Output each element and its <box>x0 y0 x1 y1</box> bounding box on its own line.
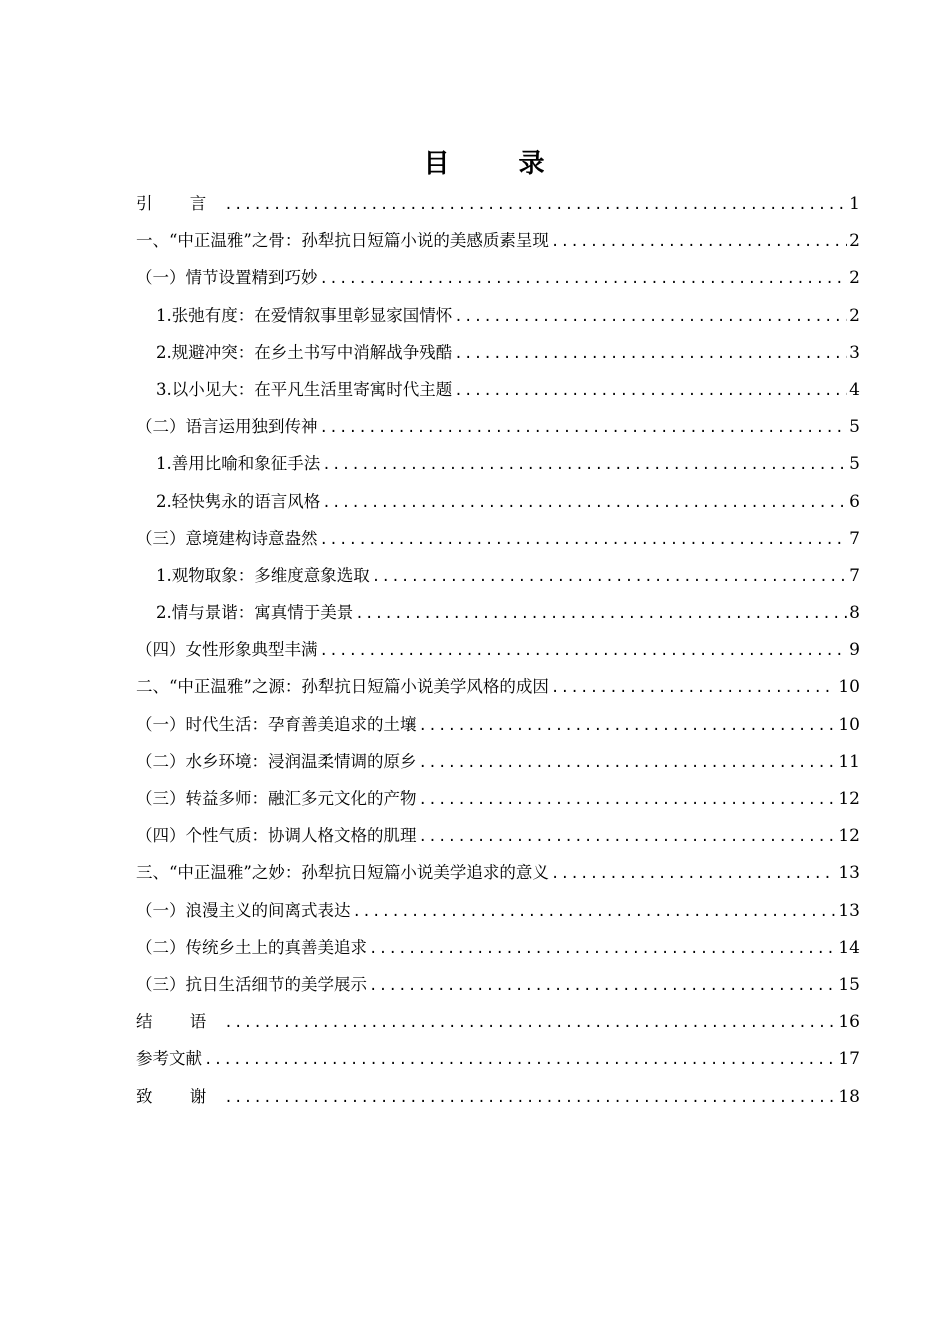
toc-page-number: 4 <box>849 379 860 400</box>
toc-entry-title: 结 语 <box>136 1012 223 1032</box>
toc-page-number: 6 <box>849 491 860 512</box>
toc-entry[interactable] <box>136 445 860 482</box>
toc-entry[interactable] <box>136 892 860 929</box>
toc-page-number: 3 <box>849 342 860 363</box>
toc-dot-leader <box>419 819 837 856</box>
toc-entry[interactable] <box>136 817 860 854</box>
toc-page-number: 5 <box>849 454 860 475</box>
toc-entry-title: 二、“中正温雅”之源：孙犁抗日短篇小说美学风格的成因 <box>136 677 549 697</box>
toc-entry-title: （二）语言运用独到传神 <box>136 417 318 437</box>
toc-entry[interactable] <box>136 631 860 668</box>
toc-entry[interactable] <box>136 929 860 966</box>
toc-entry[interactable] <box>136 1040 860 1077</box>
toc-entry[interactable] <box>136 297 860 334</box>
toc-dot-leader <box>551 856 836 893</box>
toc-entry[interactable] <box>136 854 860 891</box>
toc-page-number: 16 <box>838 1012 860 1033</box>
toc-dot-leader <box>419 745 837 782</box>
toc-dot-leader <box>551 224 847 261</box>
toc-dot-leader <box>419 708 837 745</box>
toc-entry-title: 一、“中正温雅”之骨：孙犁抗日短篇小说的美感质素呈现 <box>136 231 549 251</box>
toc-entry-title: （三）转益多师：融汇多元文化的产物 <box>136 789 417 808</box>
toc-page-number: 7 <box>849 565 860 586</box>
toc-dot-leader <box>369 931 836 968</box>
toc-entry-title: 参考文献 <box>136 1049 202 1069</box>
toc-entry[interactable] <box>136 706 860 743</box>
toc-page-number: 10 <box>838 677 860 698</box>
toc-entry[interactable] <box>136 594 860 631</box>
toc-dot-leader <box>322 447 847 484</box>
toc-dot-leader <box>369 968 836 1005</box>
toc-page-number: 2 <box>849 231 860 252</box>
toc-entry-title: 2.情与景谐：寓真情于美景 <box>156 603 354 623</box>
toc-entry-title: （二）水乡环境：浸润温柔情调的原乡 <box>136 751 417 771</box>
toc-entry[interactable] <box>136 557 860 594</box>
toc-entry-title: 引 言 <box>136 194 223 213</box>
toc-page-number: 10 <box>838 714 860 735</box>
toc-page-number: 13 <box>838 900 860 921</box>
toc-page-number: 14 <box>838 937 860 958</box>
toc-dot-leader <box>224 1005 836 1042</box>
toc-entry-title: （一）浪漫主义的间离式表达 <box>136 900 351 920</box>
toc-page-number: 2 <box>849 268 860 289</box>
toc-entry[interactable] <box>136 483 860 520</box>
toc-dot-leader <box>551 670 836 707</box>
toc-dot-leader <box>454 336 847 373</box>
toc-dot-leader <box>320 633 848 670</box>
toc-entry-title: （二）传统乡土上的真善美追求 <box>136 937 367 957</box>
toc-page-number: 18 <box>838 1086 860 1107</box>
toc-dot-leader <box>355 596 847 633</box>
toc-entry[interactable] <box>136 259 860 296</box>
toc-dot-leader <box>320 261 848 298</box>
toc-page-number: 12 <box>838 789 860 809</box>
toc-entry-title: 3.以小见大：在平凡生活里寄寓时代主题 <box>156 379 453 399</box>
toc-dot-leader <box>320 410 848 447</box>
toc-entry-title: （四）女性形象典型丰满 <box>136 640 318 660</box>
toc-page-number: 9 <box>849 640 860 661</box>
toc-entry[interactable] <box>136 222 860 259</box>
toc-page-number: 7 <box>849 528 860 549</box>
toc-page-number: 2 <box>849 305 860 326</box>
toc-dot-leader <box>353 894 837 931</box>
toc-entry-title: 1.善用比喻和象征手法 <box>156 454 321 474</box>
toc-dot-leader <box>454 373 847 410</box>
toc-page-number: 13 <box>838 863 860 884</box>
toc-page-number: 12 <box>838 826 860 847</box>
toc-entry[interactable] <box>136 966 860 1003</box>
toc-dot-leader <box>320 522 848 559</box>
toc-entry-title: （三）意境建构诗意盎然 <box>136 528 318 548</box>
toc-entry-title: 三、“中正温雅”之妙：孙犁抗日短篇小说美学追求的意义 <box>136 863 549 883</box>
toc-entry-title: 2.轻快隽永的语言风格 <box>156 491 321 511</box>
toc-title: 目 录 <box>423 149 575 179</box>
table-of-contents <box>136 185 860 1115</box>
toc-dot-leader <box>454 299 847 336</box>
toc-entry[interactable] <box>136 185 860 222</box>
toc-entry[interactable] <box>136 1078 860 1115</box>
toc-entry[interactable] <box>136 334 860 371</box>
toc-entry-title: （三）抗日生活细节的美学展示 <box>136 974 367 994</box>
toc-entry[interactable] <box>136 371 860 408</box>
toc-dot-leader <box>224 1080 836 1117</box>
toc-entry-title: 2.规避冲突：在乡土书写中消解战争残酷 <box>156 342 453 362</box>
toc-entry[interactable] <box>136 520 860 557</box>
toc-entry-title: 1.观物取象：多维度意象选取 <box>156 565 370 585</box>
toc-page-number: 8 <box>849 603 860 624</box>
toc-dot-leader <box>204 1042 836 1079</box>
toc-page-number: 1 <box>849 194 860 214</box>
toc-page-number: 15 <box>838 974 860 995</box>
toc-entry-title: 致 谢 <box>136 1086 223 1106</box>
toc-entry-title: 1.张弛有度：在爱情叙事里彰显家国情怀 <box>156 305 453 325</box>
toc-dot-leader <box>322 485 847 522</box>
toc-entry[interactable] <box>136 1003 860 1040</box>
toc-entry-title: （一）时代生活：孕育善美追求的土壤 <box>136 714 417 734</box>
toc-page-number: 17 <box>838 1049 860 1070</box>
toc-page-number: 5 <box>849 417 860 438</box>
toc-entry-title: （四）个性气质：协调人格文格的肌理 <box>136 826 417 846</box>
toc-dot-leader <box>372 559 847 596</box>
toc-entry[interactable] <box>136 668 860 705</box>
toc-entry[interactable] <box>136 743 860 780</box>
toc-dot-leader <box>419 782 837 819</box>
toc-entry[interactable] <box>136 780 860 817</box>
toc-entry-title: （一）情节设置精到巧妙 <box>136 268 318 288</box>
toc-page-number: 11 <box>838 751 860 772</box>
toc-dot-leader <box>224 187 847 224</box>
toc-entry[interactable] <box>136 408 860 445</box>
